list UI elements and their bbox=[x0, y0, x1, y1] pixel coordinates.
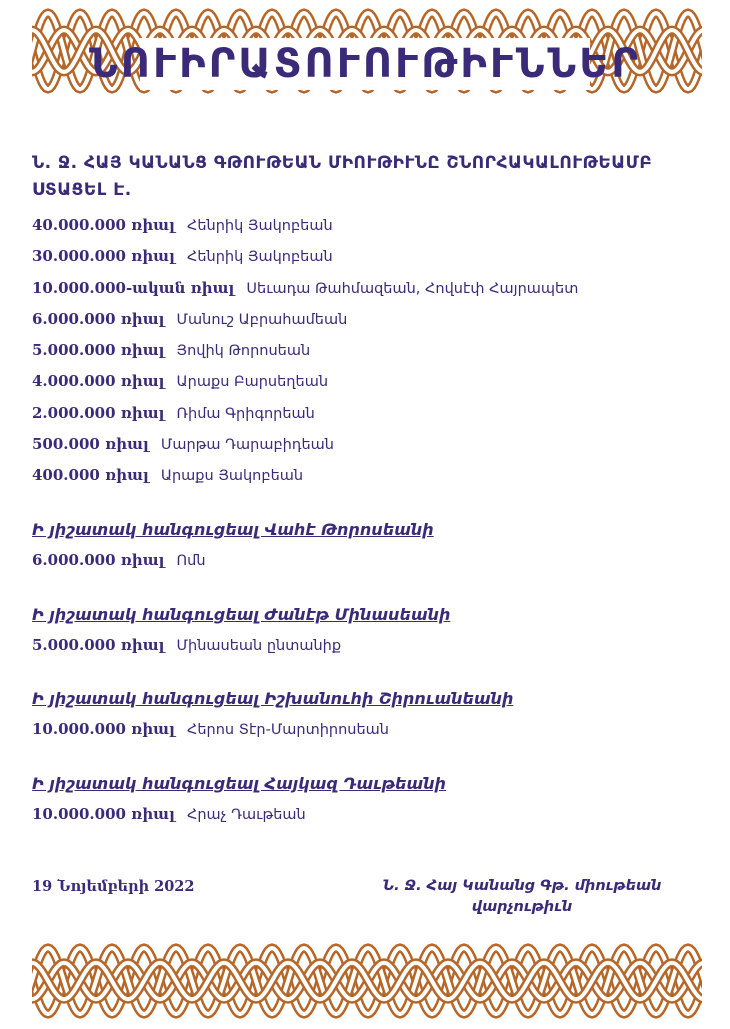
donor-name: Հրաչ Դաւթեան bbox=[186, 807, 306, 823]
donation-row bbox=[32, 310, 347, 334]
date: 19 Նոյեմբերի 2022 bbox=[32, 878, 195, 895]
donation-amount: 40.000.000 ռիալ bbox=[32, 216, 175, 234]
memorial-title: Ի յիշատակ հանգուցեալ Ժանէթ Մինասեանի bbox=[32, 605, 451, 624]
donation-amount: 30.000.000 ռիալ bbox=[32, 247, 175, 265]
donation-amount: 10.000.000 ռիալ bbox=[32, 805, 175, 823]
donor-name: Արաքս Յակոբեան bbox=[160, 468, 304, 484]
donor-name: Հերոս Տէր-Մարտիրոսեան bbox=[186, 722, 389, 738]
donation-row bbox=[32, 216, 333, 240]
page-title: ՆՈՒԻՐԱՏՈՒՈՒԹԻՒՆՆԵՐ bbox=[89, 41, 641, 87]
donor-name: Յովիկ Թորոսեան bbox=[176, 343, 311, 359]
donation-amount: 500.000 ռիալ bbox=[32, 435, 149, 453]
memorial-donation-row bbox=[32, 551, 206, 575]
donation-amount: 5.000.000 ռիալ bbox=[32, 341, 165, 359]
donation-row bbox=[32, 279, 578, 303]
donation-amount: 5.000.000 ռիալ bbox=[32, 636, 165, 654]
donor-name: Ռիմա Գրիգորեան bbox=[176, 406, 315, 422]
donation-amount: 6.000.000 ռիալ bbox=[32, 310, 165, 328]
memorial-donation-row bbox=[32, 720, 389, 744]
intro-heading: Ն. Ջ. ՀԱՅ ԿԱՆԱՆՑ ԳԹՈՒԹԵԱՆ ՄԻՈՒԹԻՒՆԸ ՇՆՈՐՀԱԿԱԼՈՒԹԵԱՄԲ ՍՏԱՑԵԼ Է. bbox=[32, 153, 653, 200]
title-plate bbox=[89, 38, 641, 90]
donation-amount: 2.000.000 ռիալ bbox=[32, 404, 165, 422]
donor-name: Մարթա Դարաբիդեան bbox=[160, 437, 334, 453]
donation-row bbox=[32, 404, 315, 428]
donor-name: Մանուշ Աբրահամեան bbox=[176, 312, 348, 328]
donor-name: Սեւադա Թահմազեան, Հովսէփ Հայրապետ bbox=[246, 281, 579, 297]
donor-name: Հենրիկ Յակոբեան bbox=[186, 218, 333, 234]
donor-name: Ոմն bbox=[176, 553, 206, 569]
donation-row bbox=[32, 247, 333, 271]
memorial-title: Ի յիշատակ հանգուցեալ Վահէ Թորոսեանի bbox=[32, 520, 434, 539]
donation-amount: 6.000.000 ռիալ bbox=[32, 551, 165, 569]
donor-name: Հենրիկ Յակոբեան bbox=[186, 249, 333, 265]
signature-line-1: Ն. Ջ. Հայ Կանանց Գթ. միութեան bbox=[382, 878, 662, 894]
memorial-title: Ի յիշատակ հանգուցեալ Հայկազ Դաւթեանի bbox=[32, 774, 446, 793]
donation-row bbox=[32, 372, 328, 396]
signature bbox=[372, 876, 672, 918]
donation-amount: 400.000 ռիալ bbox=[32, 466, 149, 484]
memorial-donation-row bbox=[32, 805, 306, 829]
donation-row bbox=[32, 435, 334, 459]
donation-amount: 10.000.000-ական ռիալ bbox=[32, 279, 235, 297]
donor-name: Արաքս Բարսեղեան bbox=[176, 374, 329, 390]
donation-row bbox=[32, 341, 310, 365]
bottom-ornament-band bbox=[32, 940, 702, 1022]
signature-line-2: վարչութիւն bbox=[471, 899, 573, 915]
donation-amount: 4.000.000 ռիալ bbox=[32, 372, 165, 390]
memorial-title: Ի յիշատակ հանգուցեալ Իշխանուհի Շիրուանեանի bbox=[32, 689, 514, 708]
knot-pattern-bottom bbox=[32, 940, 702, 1022]
donation-amount: 10.000.000 ռիալ bbox=[32, 720, 175, 738]
memorial-donation-row bbox=[32, 636, 341, 660]
donor-name: Մինասեան ընտանիք bbox=[176, 638, 342, 654]
donation-row bbox=[32, 466, 303, 490]
